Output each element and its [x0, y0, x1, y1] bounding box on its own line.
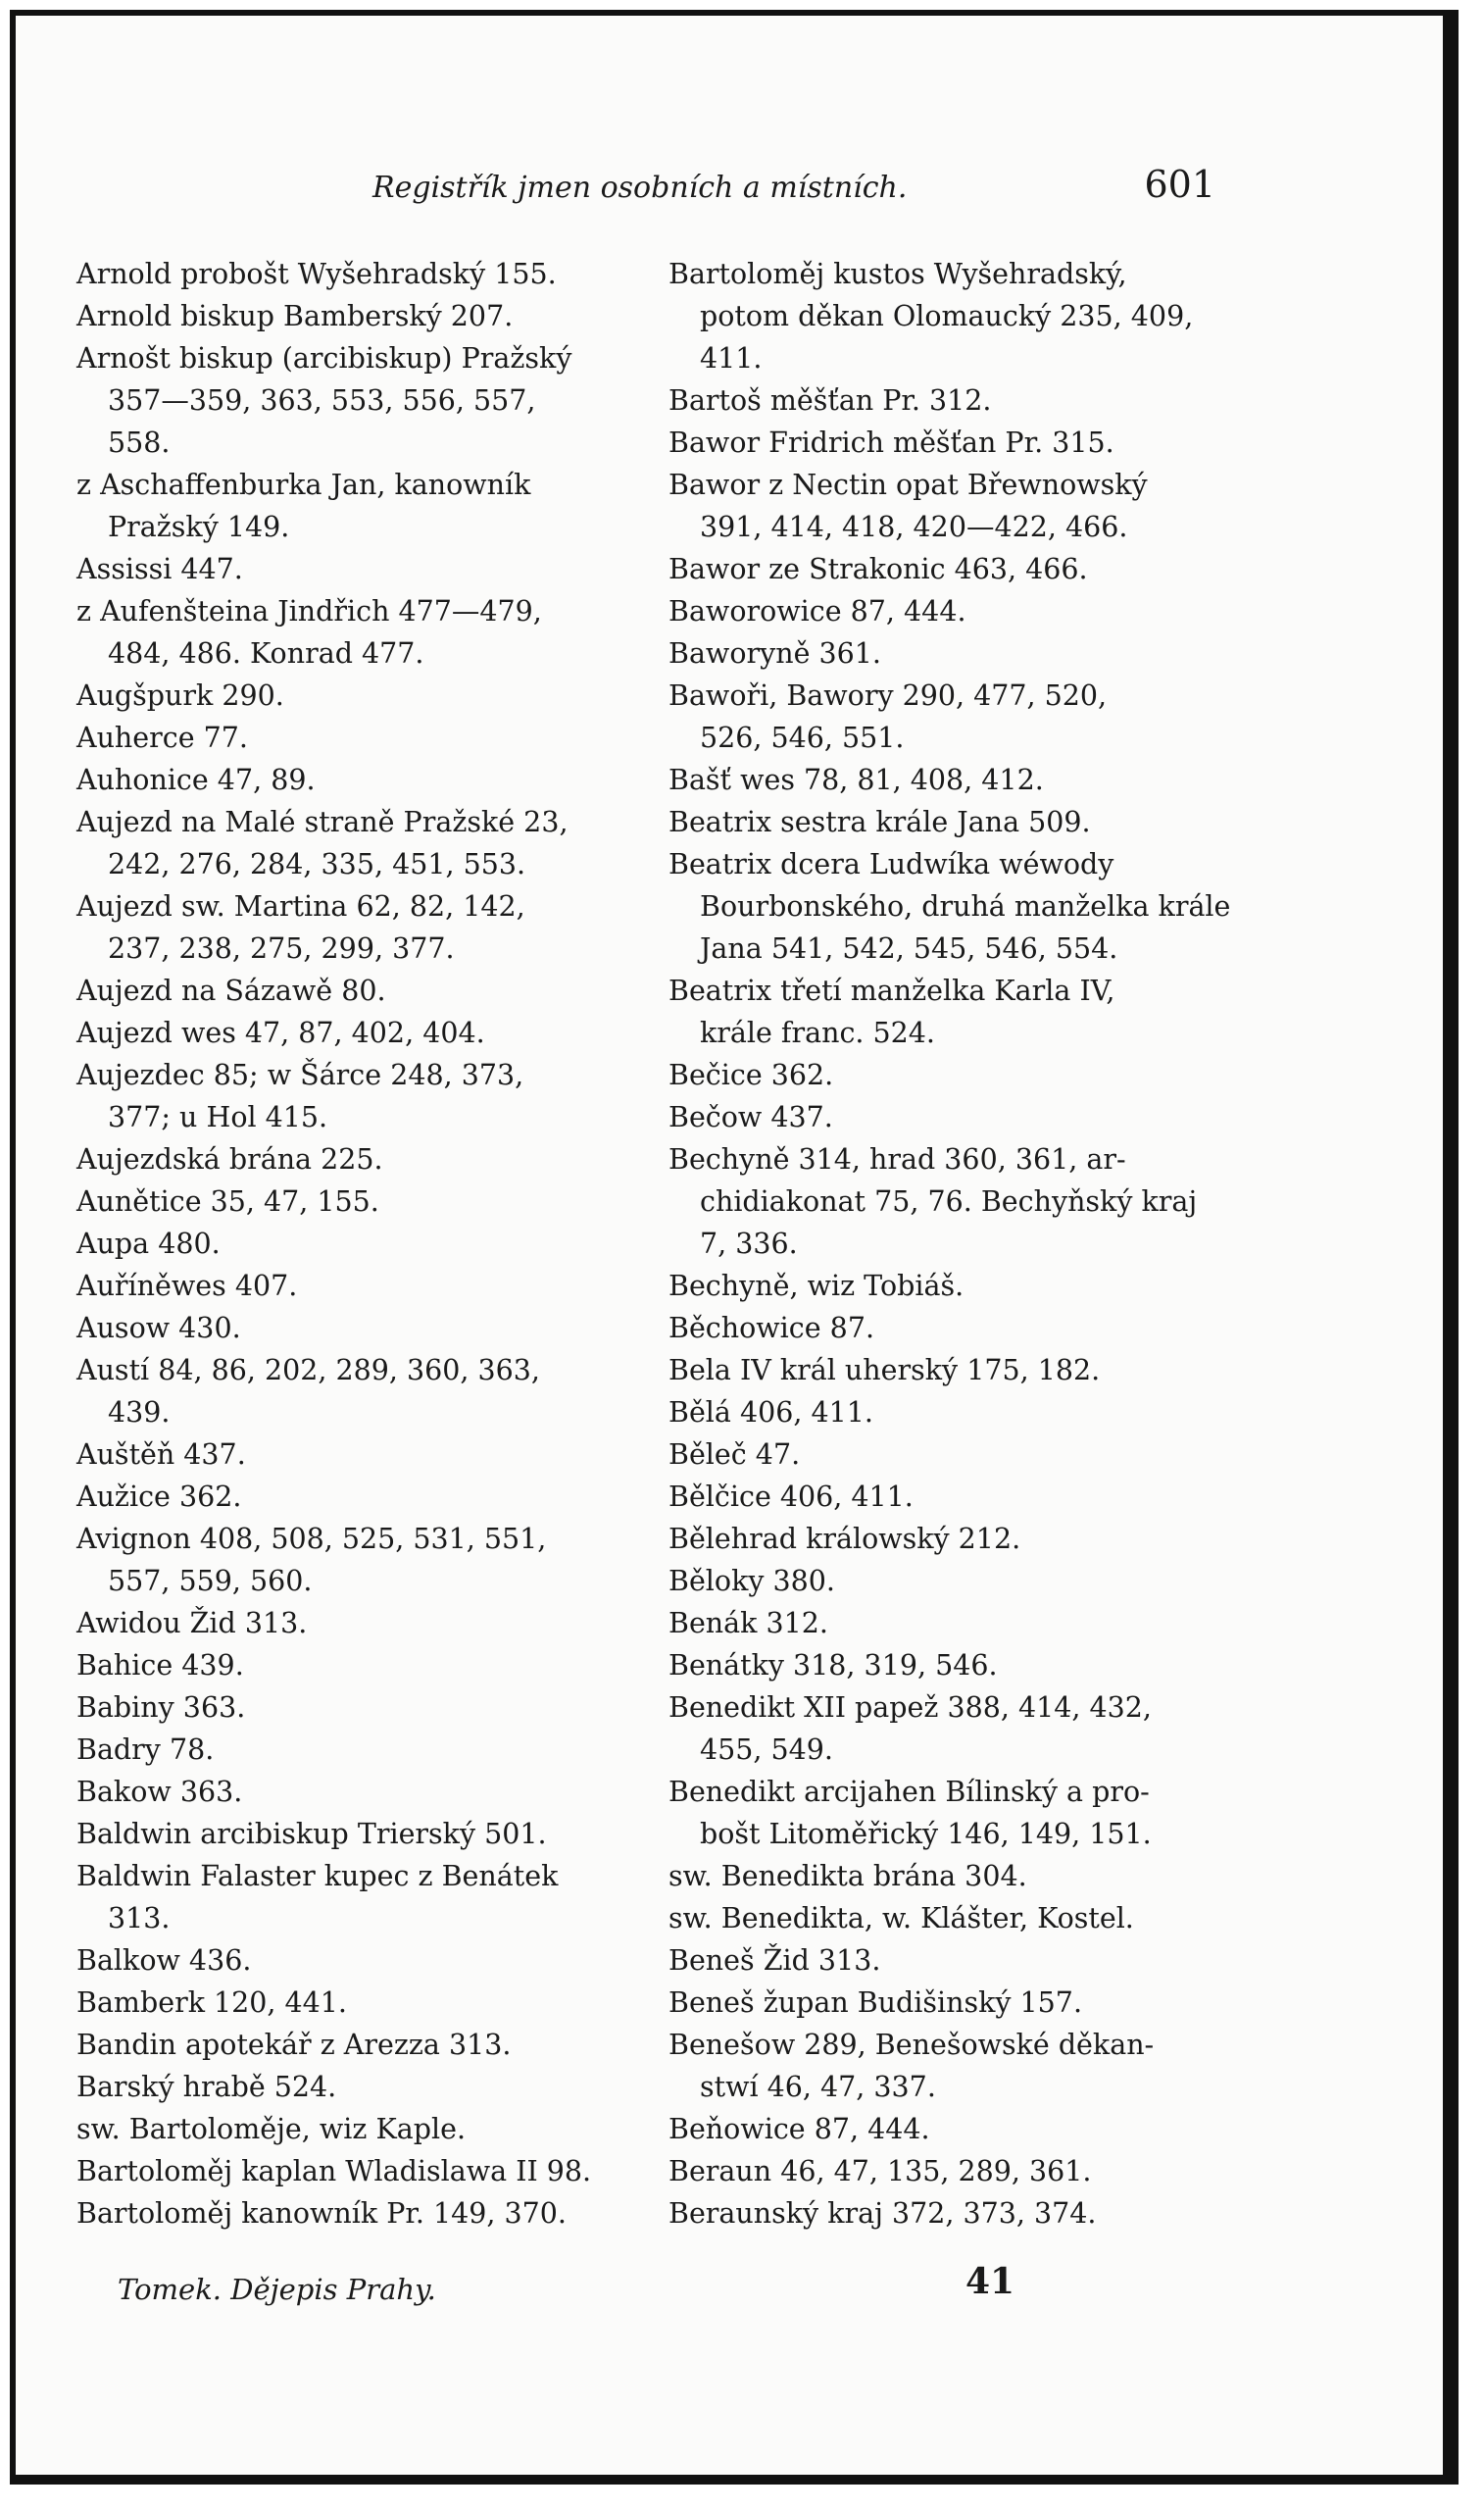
- entry-line: Aujezd sw. Martina 62, 82, 142,: [76, 890, 525, 923]
- entry-line: Beatrix sestra krále Jana 509.: [668, 806, 1091, 838]
- entry-continuation: Bourbonského, druhá manželka krále: [700, 890, 1231, 923]
- entry-line: Beňowice 87, 444.: [668, 2113, 930, 2145]
- entry-line: Aunětice 35, 47, 155.: [76, 1185, 379, 1218]
- signature-mark: 41: [965, 2261, 1015, 2302]
- index-entry: [668, 1897, 1217, 1939]
- index-entry: [668, 1138, 1217, 1265]
- index-entry: [76, 253, 625, 295]
- entry-continuation: 357—359, 363, 553, 556, 557,: [108, 384, 536, 417]
- index-entry: [76, 759, 625, 801]
- page-number: 601: [1144, 163, 1215, 206]
- index-entry: [76, 1265, 625, 1307]
- entry-line: Benátky 318, 319, 546.: [668, 1649, 998, 1682]
- entry-continuation: 439.: [108, 1396, 171, 1429]
- entry-line: Bechyně 314, hrad 360, 361, ar-: [668, 1143, 1126, 1176]
- entry-line: Auherce 77.: [76, 722, 248, 754]
- index-entry: [76, 1518, 625, 1602]
- entry-line: Baworyně 361.: [668, 637, 881, 670]
- index-entry: [76, 1223, 625, 1265]
- index-entry: [76, 1349, 625, 1433]
- index-entry: [668, 379, 1217, 422]
- index-entry: [668, 1518, 1217, 1560]
- index-entry: [76, 1771, 625, 1813]
- index-entry: [76, 590, 625, 675]
- entry-line: Bawor Fridrich měšťan Pr. 315.: [668, 427, 1114, 459]
- entry-line: Bawor ze Strakonic 463, 466.: [668, 553, 1088, 585]
- index-entry: [668, 1391, 1217, 1433]
- index-entry: [76, 1686, 625, 1729]
- index-entry: [76, 1729, 625, 1771]
- index-entry: [76, 801, 625, 885]
- index-entry: [668, 1560, 1217, 1602]
- entry-line: Bělčice 406, 411.: [668, 1481, 914, 1513]
- index-entry: [668, 464, 1217, 548]
- running-title: Registřík jmen osobních a místních.: [372, 171, 908, 205]
- entry-continuation: 455, 549.: [700, 1733, 833, 1766]
- entry-line: Bechyně, wiz Tobiáš.: [668, 1270, 965, 1302]
- entry-line: Bartoš měšťan Pr. 312.: [668, 384, 992, 417]
- entry-line: z Aschaffenburka Jan, kanowník: [76, 469, 531, 501]
- index-entry: [76, 1307, 625, 1349]
- index-entry: [668, 1982, 1217, 2024]
- entry-continuation: potom děkan Olomaucký 235, 409,: [700, 300, 1194, 332]
- entry-line: Assissi 447.: [76, 553, 243, 585]
- entry-continuation: 526, 546, 551.: [700, 722, 905, 754]
- entry-line: Baworowice 87, 444.: [668, 595, 966, 628]
- index-entry: [76, 675, 625, 717]
- index-entry: [76, 1012, 625, 1054]
- page-header: [372, 157, 1215, 216]
- index-entry: [668, 1054, 1217, 1096]
- entry-line: Aužice 362.: [76, 1481, 242, 1513]
- entry-continuation: 7, 336.: [700, 1228, 798, 1260]
- index-entry: [668, 422, 1217, 464]
- index-entry: [76, 1982, 625, 2024]
- index-entry: [76, 885, 625, 970]
- entry-line: Balkow 436.: [76, 1944, 252, 1977]
- index-entry: [76, 337, 625, 464]
- entry-continuation: 237, 238, 275, 299, 377.: [108, 932, 455, 965]
- entry-line: Beraun 46, 47, 135, 289, 361.: [668, 2155, 1092, 2187]
- index-entry: [668, 801, 1217, 843]
- entry-line: Bela IV král uherský 175, 182.: [668, 1354, 1101, 1386]
- index-entry: [668, 1476, 1217, 1518]
- entry-line: Bělehrad králowský 212.: [668, 1523, 1021, 1555]
- index-column-right: [668, 253, 1231, 2235]
- entry-line: sw. Benedikta brána 304.: [668, 1860, 1027, 1892]
- index-entry: [668, 2192, 1217, 2235]
- index-entry: [668, 1307, 1217, 1349]
- index-entry: [76, 1813, 625, 1855]
- index-entry: [76, 1476, 625, 1518]
- entry-continuation: krále franc. 524.: [700, 1017, 935, 1049]
- entry-line: Baldwin Falaster kupec z Benátek: [76, 1860, 559, 1892]
- entry-continuation: 557, 559, 560.: [108, 1565, 313, 1597]
- entry-line: Benedikt arcijahen Bílinský a pro-: [668, 1776, 1150, 1808]
- entry-line: Bawoři, Bawory 290, 477, 520,: [668, 679, 1108, 712]
- index-entry: [668, 675, 1217, 759]
- entry-line: Augšpurk 290.: [76, 679, 284, 712]
- entry-continuation: 391, 414, 418, 420—422, 466.: [700, 511, 1128, 543]
- footer-signature: Tomek. Dějepis Prahy.: [118, 2273, 436, 2306]
- index-entry: [76, 717, 625, 759]
- index-entry: [76, 1180, 625, 1223]
- entry-line: Ausow 430.: [76, 1312, 241, 1344]
- entry-line: Běleč 47.: [668, 1438, 801, 1471]
- index-entry: [76, 1939, 625, 1982]
- index-column-left: [76, 253, 625, 2235]
- entry-line: Beneš Žid 313.: [668, 1944, 881, 1977]
- entry-continuation: bošt Litoměřický 146, 149, 151.: [700, 1818, 1152, 1850]
- entry-continuation: 484, 486. Konrad 477.: [108, 637, 424, 670]
- index-entry: [76, 1054, 625, 1138]
- entry-line: Badry 78.: [76, 1733, 215, 1766]
- entry-line: Beraunský kraj 372, 373, 374.: [668, 2197, 1097, 2230]
- index-entry: [668, 970, 1217, 1054]
- entry-line: Beatrix dcera Ludwíka wéwody: [668, 848, 1114, 880]
- index-entry: [668, 1096, 1217, 1138]
- entry-line: Bandin apotekář z Arezza 313.: [76, 2029, 512, 2061]
- index-entry: [76, 2066, 625, 2108]
- entry-line: Auhonice 47, 89.: [76, 764, 316, 796]
- entry-line: Aujezd na Malé straně Pražské 23,: [76, 806, 569, 838]
- entry-line: Bartoloměj kaplan Wladislawa II 98.: [76, 2155, 592, 2187]
- index-entry: [76, 548, 625, 590]
- entry-line: Benešow 289, Benešowské děkan-: [668, 2029, 1155, 2061]
- page-footer: [0, 2255, 1484, 2304]
- entry-line: Arnold probošt Wyšehradský 155.: [76, 258, 557, 290]
- entry-line: Arnošt biskup (arcibiskup) Pražský: [76, 342, 572, 375]
- index-entry: [668, 1602, 1217, 1644]
- entry-line: Aujezd wes 47, 87, 402, 404.: [76, 1017, 485, 1049]
- entry-line: Avignon 408, 508, 525, 531, 551,: [76, 1523, 547, 1555]
- entry-continuation: Jana 541, 542, 545, 546, 554.: [700, 932, 1118, 965]
- entry-line: Bartoloměj kanowník Pr. 149, 370.: [76, 2197, 567, 2230]
- entry-line: Benedikt XII papež 388, 414, 432,: [668, 1691, 1152, 1724]
- entry-continuation: 411.: [700, 342, 763, 375]
- index-entry: [668, 1349, 1217, 1391]
- index-entry: [668, 843, 1231, 970]
- entry-line: Bašť wes 78, 81, 408, 412.: [668, 764, 1044, 796]
- entry-line: sw. Bartoloměje, wiz Kaple.: [76, 2113, 467, 2145]
- entry-continuation: 377; u Hol 415.: [108, 1101, 328, 1133]
- entry-line: Bělá 406, 411.: [668, 1396, 873, 1429]
- index-entry: [76, 2108, 625, 2150]
- entry-line: Auštěň 437.: [76, 1438, 246, 1471]
- index-entry: [668, 632, 1217, 675]
- index-entry: [76, 1602, 625, 1644]
- index-entry: [668, 1265, 1217, 1307]
- index-entry: [76, 970, 625, 1012]
- entry-line: Aujezd na Sázawě 80.: [76, 975, 386, 1007]
- entry-line: Awidou Žid 313.: [76, 1607, 308, 1639]
- index-entry: [668, 1433, 1217, 1476]
- index-entry: [668, 759, 1217, 801]
- index-entry: [668, 2024, 1217, 2108]
- index-entry: [668, 1644, 1217, 1686]
- entry-continuation: Pražský 149.: [108, 511, 290, 543]
- entry-continuation: 313.: [108, 1902, 171, 1934]
- index-entry: [76, 1644, 625, 1686]
- index-entry: [76, 2192, 625, 2235]
- index-entry: [668, 253, 1217, 379]
- entry-line: Běchowice 87.: [668, 1312, 875, 1344]
- index-entry: [76, 2150, 625, 2192]
- entry-line: Babiny 363.: [76, 1691, 246, 1724]
- entry-line: Aujezdská brána 225.: [76, 1143, 383, 1176]
- entry-continuation: chidiakonat 75, 76. Bechyňský kraj: [700, 1185, 1198, 1218]
- index-entry: [668, 2108, 1217, 2150]
- index-entry: [76, 1433, 625, 1476]
- entry-line: Austí 84, 86, 202, 289, 360, 363,: [76, 1354, 540, 1386]
- entry-line: Beatrix třetí manželka Karla IV,: [668, 975, 1115, 1007]
- index-entry: [76, 2024, 625, 2066]
- index-entry: [668, 1686, 1217, 1771]
- index-entry: [668, 2150, 1217, 2192]
- entry-line: Běloky 380.: [668, 1565, 835, 1597]
- index-entry: [76, 464, 625, 548]
- entry-line: Arnold biskup Bamberský 207.: [76, 300, 514, 332]
- entry-line: Bawor z Nectin opat Břewnowský: [668, 469, 1148, 501]
- index-entry: [668, 548, 1217, 590]
- entry-line: Beneš župan Budišinský 157.: [668, 1986, 1083, 2019]
- entry-line: Benák 312.: [668, 1607, 828, 1639]
- entry-line: Auříněwes 407.: [76, 1270, 298, 1302]
- index-entry: [668, 1939, 1217, 1982]
- index-entry: [76, 1138, 625, 1180]
- index-entry: [668, 1771, 1217, 1855]
- index-entry: [76, 295, 625, 337]
- entry-line: Aujezdec 85; w Šárce 248, 373,: [76, 1059, 524, 1091]
- entry-line: Baldwin arcibiskup Trierský 501.: [76, 1818, 547, 1850]
- entry-continuation: 242, 276, 284, 335, 451, 553.: [108, 848, 526, 880]
- entry-line: Bamberk 120, 441.: [76, 1986, 347, 2019]
- index-entry: [668, 590, 1217, 632]
- entry-line: Bečow 437.: [668, 1101, 833, 1133]
- entry-line: Bartoloměj kustos Wyšehradský,: [668, 258, 1127, 290]
- entry-line: z Aufenšteina Jindřich 477—479,: [76, 595, 542, 628]
- entry-continuation: 558.: [108, 427, 171, 459]
- entry-line: sw. Benedikta, w. Klášter, Kostel.: [668, 1902, 1134, 1934]
- index-entry: [668, 1855, 1217, 1897]
- entry-line: Bakow 363.: [76, 1776, 243, 1808]
- entry-continuation: stwí 46, 47, 337.: [700, 2071, 936, 2103]
- index-entry: [76, 1855, 625, 1939]
- entry-line: Barský hrabě 524.: [76, 2071, 337, 2103]
- entry-line: Bahice 439.: [76, 1649, 244, 1682]
- entry-line: Bečice 362.: [668, 1059, 834, 1091]
- entry-line: Aupa 480.: [76, 1228, 221, 1260]
